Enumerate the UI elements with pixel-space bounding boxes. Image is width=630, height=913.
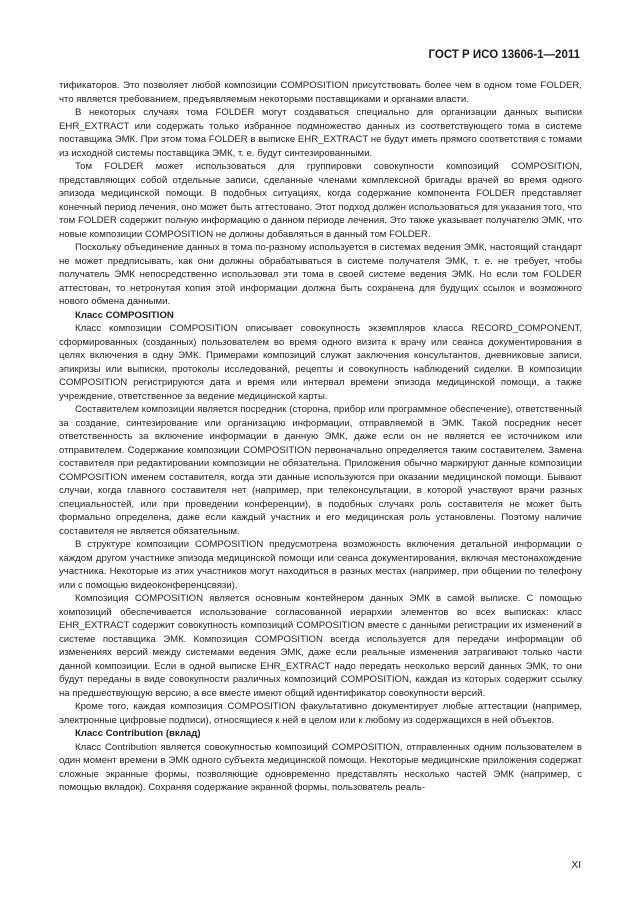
paragraph: Составителем композиции является посредник (сторона, прибор или программное обеспечение), ответственный за создание, синтезирование или организацию информации, отправляемой в ЭМК. Такой посредник несет ответственность за включение информации в данную ЭМК, даже если он не является ее источником или отправителем. Содержание композиции COMPOSITION первоначально определяется таким составителем. Замена составителя при редактировании композиции не обязательна. Приложения обычно маркируют данные композиции COMPOSITION именем составителя, когда эти данные используются при оказании медицинской помощи. Бывают случаи, когда главного составителя нет (например, при телеконсультации, в которой участвуют врачи разных специальностей, или при проведении конференции), в подобных случаях роль составителя не может быть формально определена, даже если каждый участник и его медицинская роль установлены. Поэтому наличие составителя не является обязательным.	[59, 404, 582, 537]
standard-header: ГОСТ Р ИСО 13606-1—2011	[428, 49, 580, 61]
document-body	[59, 79, 582, 795]
paragraph: Класс Contribution является совокупностью композиций COMPOSITION, отправленных одним пользователем в один момент времени в ЭМК одного субъекта медицинской помощи. Некоторые медицинские приложения содержат сложные экранные формы, позволяющие одновременно представлять несколько частей ЭМК (например, с помощью вкладок). Сохраняя содержание экранной формы, пользователь реаль-	[59, 741, 582, 793]
paragraph: В некоторых случаях тома FOLDER могут создаваться специально для организации данных выписки EHR_EXTRACT или содержать только избранное подмножество данных из соответствующего тома в системе поставщика ЭМК. При этом тома FOLDER в выписке EHR_EXTRACT не будут иметь прямого соответствия с томами из исходной системы поставщика ЭМК, т. е. будут синтезированными.	[59, 107, 582, 159]
page-number: XI	[571, 860, 581, 871]
section-heading-contribution: Класс Contribution (вклад)	[75, 728, 201, 739]
paragraph: В структуре композиции COMPOSITION предусмотрена возможность включения детальной информации о каждом другом участнике эпизода медицинской помощи или сеанса документирования, включая местонахождение участника. Некоторые из этих участников могут находиться в разных местах (например, при общении по телефону или с помощью видеоконференцсвязи).	[59, 539, 582, 591]
paragraph: Том FOLDER может использоваться для группировки совокупности композиций COMPOSITION, представляющих собой отдельные записи, сделанные членами комплексной бригады врачей во время одного эпизода медицинской помощи. В подобных ситуациях, когда содержание компонента FOLDER представляет конечный период лечения, оно может быть аттестовано. Этот подход должен использоваться для указания того, что том FOLDER содержит полную информацию о данном периоде лечения. Это также указывает получателю ЭМК, что новые композиции COMPOSITION не должны добавляться в данный том FOLDER.	[59, 161, 582, 240]
section-heading-composition: Класс COMPOSITION	[75, 309, 174, 321]
paragraph: Класс композиции COMPOSITION описывает совокупность экземпляров класса RECORD_COMPONENT, сформированных (созданных) пользователем во время одного визита к врачу или сеанса документирования в целях включения в одну ЭМК. Примерами композиций служат заключения консультантов, дневниковые записи, эпикризы или выписки, протоколы исследований, рецепты и совокупность наблюдений сиделки. В композиции COMPOSITION регистрируются дата и время или интервал времени эпизода медицинской помощи, а также учреждение, ответственное за ведение медицинской карты.	[59, 323, 582, 402]
paragraph: тификаторов. Это позволяет любой композиции COMPOSITION присутствовать более чем в одном томе FOLDER, что является требованием, предъявляемым некоторыми поставщиками и органами власти.	[59, 80, 582, 105]
paragraph: Кроме того, каждая композиция COMPOSITION факультативно документирует любые аттестации (например, электронные цифровые подписи), относящиеся к ней в целом или к любому из содержащихся в ней объектов.	[59, 701, 582, 726]
paragraph: Поскольку объединение данных в тома по-разному используется в системах ведения ЭМК, настоящий стандарт не может предписывать, как они должны обрабатываться в системе получателя ЭМК, т. е. не требует, чтобы получатель ЭМК непосредственно использовал эти тома в своей системе ведения ЭМК. Но если том FOLDER аттестован, то нетронутая копия этой информации должна быть сохранена для будущих ссылок и возможного нового обмена данными.	[59, 242, 582, 307]
paragraph: Композиция COMPOSITION является основным контейнером данных ЭМК в самой выписке. С помощью композиций обеспечивается использование согласованной иерархии элементов во всех выписках: класс EHR_EXTRACT содержит совокупность композиций COMPOSITION вместе с данными регистрации их изменений в системе поставщика ЭМК. Композиция COMPOSITION всегда используется для передачи информации об изменениях версий между системами ведения ЭМК, даже если реальные изменения затрагивают только части данной композиции. Если в одной выписке EHR_EXTRACT надо передать несколько версий данных ЭМК, то они будут переданы в виде совокупности различных композиций COMPOSITION, каждая из которых содержит ссылку на предшествующую версию, а все вместе имеют общий идентификатор совокупности версий.	[59, 593, 582, 699]
